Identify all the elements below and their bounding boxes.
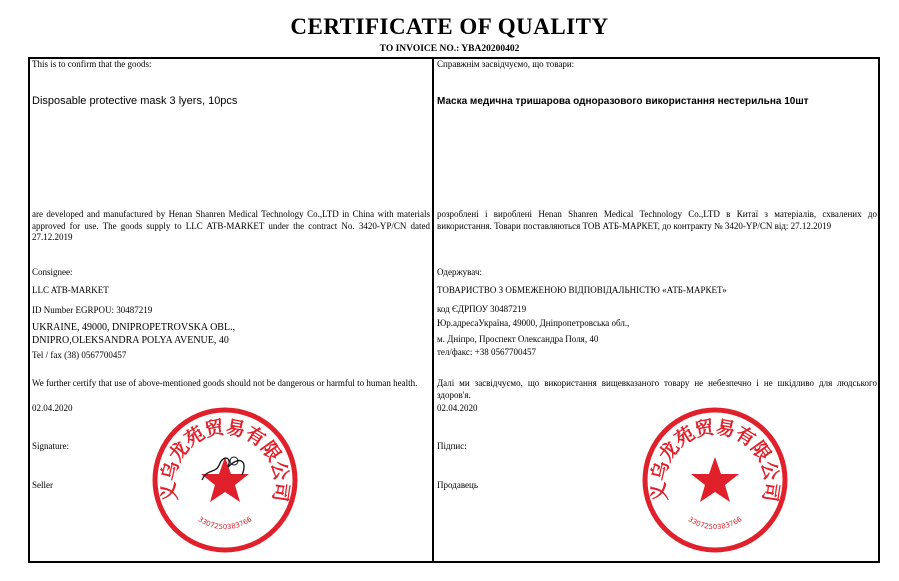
left-manufactured-text: are developed and manufactured by Henan Shanren Medical Technology Co.,LTD in China with materials approved for use. The goods supply to LLC ATB-MARKET under the contract No. 3420-YP/CN dated 27.12.2019 — [32, 209, 430, 242]
seal-text: 义乌龙苑贸易有限公司 — [647, 416, 783, 504]
right-confirm-text: Справжнім засвідчуємо, що товари: — [437, 59, 575, 69]
seal-number: 3307250383766 — [686, 515, 744, 532]
right-consignee-name: ТОВАРИСТВО З ОБМЕЖЕНОЮ ВІДПОВІДАЛЬНІСТЮ «АТБ-МАРКЕТ» — [437, 285, 727, 295]
left-phone: Tel / fax (38) 0567700457 — [32, 350, 127, 360]
seal-text: 义乌龙苑贸易有限公司 — [157, 416, 293, 504]
company-seal-left — [150, 405, 300, 555]
seal-number: 3307250383766 — [196, 515, 254, 532]
right-manufactured-text: розроблені і вироблені Henan Shanren Medical Technology Co.,LTD в Китаї з матеріалів, схвалених до використання. Товари поставляються ТОВ АТБ-МАРКЕТ, до контракту № 3420-YP/CN від: 27.12.2019 — [437, 209, 877, 231]
document-title: CERTIFICATE OF QUALITY — [290, 14, 609, 39]
left-consignee-name: LLC ATB-MARKET — [32, 285, 109, 295]
right-address-line2: м. Дніпро, Проспект Олександра Поля, 40 — [437, 334, 599, 344]
left-address-line2: DNIPRO,OLEKSANDRA POLYA AVENUE, 40 — [32, 335, 229, 346]
invoice-number: TO INVOICE NO.: YBA20200402 — [379, 44, 520, 54]
left-date: 02.04.2020 — [32, 403, 73, 413]
left-id-number: ID Number EGRPOU: 30487219 — [32, 305, 153, 315]
left-confirm-text: This is to confirm that the goods: — [32, 59, 152, 69]
right-goods-name: Маска медична тришарова одноразового використання нестерильна 10шт — [437, 96, 809, 107]
left-seller-label: Seller — [32, 480, 53, 490]
right-id-number: код ЄДРПОУ 30487219 — [437, 304, 527, 314]
left-goods-name: Disposable protective mask 3 lyers, 10pcs — [32, 95, 238, 107]
right-consignee-label: Одержувач: — [437, 267, 482, 277]
left-address-line1: UKRAINE, 49000, DNIPROPETROVSKA OBL., — [32, 322, 236, 333]
column-divider — [432, 57, 434, 563]
left-certify-text: We further certify that use of above-mentioned goods should not be dangerous or harmful to human health. — [32, 378, 418, 388]
star-icon — [201, 457, 249, 502]
right-certify-text: Далі ми засвідчуємо, що використання вищевказаного товару не небезпечно і не шкідливо для людського здоров'я. — [437, 378, 877, 400]
right-phone: тел/факс: +38 0567700457 — [437, 347, 536, 357]
left-signature-label: Signature: — [32, 441, 69, 451]
right-address-line1: Юр.адресаУкраїна, 49000, Дніпропетровська обл., — [437, 318, 630, 328]
right-signature-label: Підпис: — [437, 441, 467, 451]
right-date: 02.04.2020 — [437, 403, 478, 413]
left-consignee-label: Consignee: — [32, 267, 73, 277]
star-icon — [691, 457, 739, 502]
company-seal-right — [640, 405, 790, 555]
right-seller-label: Продавець — [437, 480, 478, 490]
